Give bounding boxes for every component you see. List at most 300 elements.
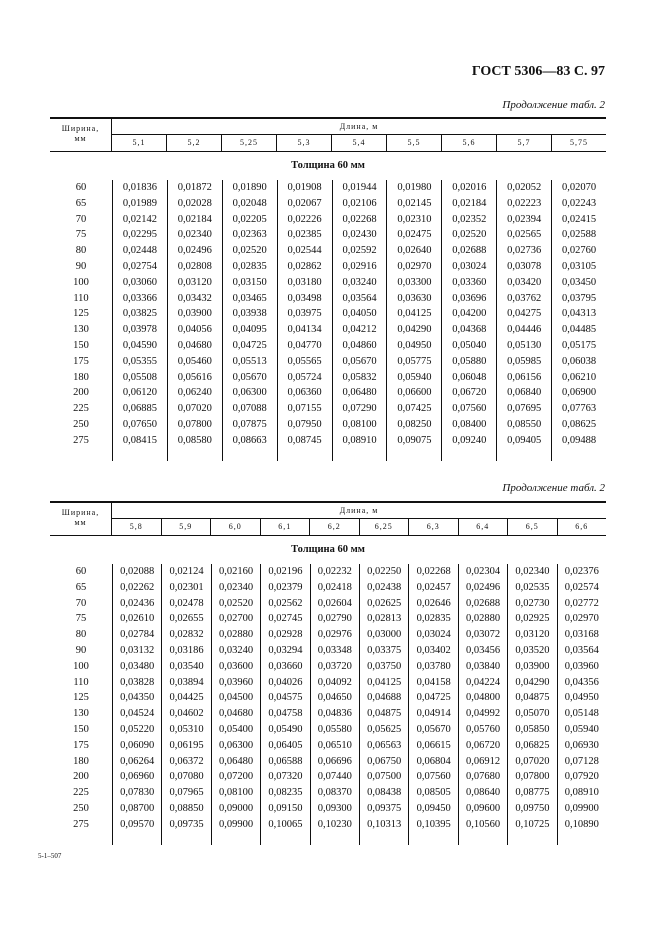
value-cell: 0,09750 [515,802,550,814]
spacer [558,833,606,845]
value-cell: 0,03402 [416,644,451,656]
length-headers [112,519,606,535]
value-column [332,180,387,461]
value-cell: 0,05460 [177,355,212,367]
value-cell: 0,03540 [169,660,204,672]
value-cell: 0,04200 [452,308,487,320]
value-cell: 0,02088 [120,566,155,577]
width-cell: 180 [73,755,89,767]
value-cell: 0,03660 [268,660,303,672]
width-column-header [50,119,112,151]
value-cell: 0,02655 [169,613,204,625]
value-cell: 0,04290 [515,676,550,688]
value-cell: 0,06120 [122,387,157,399]
value-cell: 0,06195 [169,739,204,751]
value-cell: 0,08663 [232,434,267,446]
value-cell: 0,04950 [564,692,599,704]
value-cell: 0,04212 [342,324,377,336]
value-cell: 0,06300 [218,739,254,751]
spacer [333,449,387,461]
value-cell: 0,03180 [287,276,322,288]
value-cell: 0,02457 [416,581,451,593]
value-cell: 0,03186 [169,644,204,656]
value-column [211,564,260,845]
value-column [551,180,606,461]
value-cell: 0,02160 [218,566,254,577]
value-cell: 0,05355 [122,355,157,367]
value-cell: 0,06720 [452,387,487,399]
value-column [557,564,606,845]
value-cell: 0,02379 [268,581,303,593]
value-cell: 0,04688 [367,692,402,704]
value-cell: 0,10230 [317,818,352,830]
value-cell: 0,04680 [218,708,254,720]
value-cell: 0,10065 [268,818,303,830]
spacer [50,449,112,461]
width-cell: 75 [75,613,87,625]
width-column [50,180,113,461]
value-cell: 0,06720 [465,739,501,751]
spacer [409,833,457,845]
value-cell: 0,07155 [287,403,322,415]
value-cell: 0,06156 [507,371,542,383]
width-cell: 90 [75,644,87,656]
value-cell: 0,02562 [268,597,303,609]
value-cell: 0,07965 [169,787,204,799]
spacer [261,833,309,845]
width-cell: 60 [75,566,87,577]
value-cell: 0,07950 [287,418,322,430]
page-header: ГОСТ 5306—83 С. 97 [471,64,605,79]
value-cell: 0,02688 [465,597,501,609]
value-cell: 0,02223 [507,197,542,209]
value-cell: 0,05490 [268,723,303,735]
value-cell: 0,05940 [564,723,599,735]
value-cell: 0,03795 [562,292,597,304]
value-cell: 0,04290 [397,324,432,336]
width-cell: 110 [73,676,89,688]
value-cell: 0,03564 [564,644,599,656]
value-cell: 0,02646 [416,597,451,609]
table-continuation-label: Продолжение табл. 2 [502,482,605,494]
value-cell: 0,10313 [367,818,402,830]
value-cell: 0,02436 [120,597,155,609]
value-cell: 0,07020 [177,403,212,415]
value-cell: 0,01872 [177,182,212,193]
value-cell: 0,02184 [177,213,212,225]
value-cell: 0,04836 [317,708,352,720]
value-cell: 0,02385 [287,229,322,241]
value-cell: 0,03960 [564,660,599,672]
value-cell: 0,02784 [120,629,155,641]
value-cell: 0,02970 [397,260,432,272]
length-header: 6,4 [458,519,508,535]
value-cell: 0,08415 [122,434,157,446]
value-cell: 0,03072 [465,629,501,641]
value-cell: 0,05670 [416,723,451,735]
value-cell: 0,02145 [397,197,432,209]
value-cell: 0,08438 [367,787,402,799]
section-title: Толщина 60 мм [291,544,365,555]
value-cell: 0,02028 [177,197,212,209]
value-cell: 0,09240 [452,434,487,446]
value-cell: 0,06048 [452,371,487,383]
value-cell: 0,06900 [562,387,597,399]
value-cell: 0,08400 [452,418,487,430]
value-cell: 0,01890 [232,182,267,193]
width-cell: 225 [73,787,89,799]
weight-table-1 [50,117,606,461]
value-cell: 0,02232 [317,566,352,577]
value-cell: 0,02070 [562,182,597,193]
value-cell: 0,04770 [287,339,322,351]
value-cell: 0,01944 [342,182,377,193]
value-cell: 0,02925 [515,613,550,625]
value-cell: 0,02610 [120,613,155,625]
value-cell: 0,09488 [562,434,597,446]
value-cell: 0,04500 [218,692,254,704]
width-cell: 130 [73,324,89,336]
value-cell: 0,02268 [342,213,377,225]
value-cell: 0,09375 [367,802,402,814]
value-cell: 0,03938 [232,308,267,320]
value-cell: 0,04050 [342,308,377,320]
value-cell: 0,04914 [416,708,451,720]
value-cell: 0,02880 [218,629,254,641]
length-header: 6,1 [260,519,310,535]
value-cell: 0,02363 [232,229,267,241]
value-cell: 0,03780 [416,660,451,672]
value-cell: 0,04992 [465,708,501,720]
value-cell: 0,05310 [169,723,204,735]
value-column [113,564,161,845]
value-cell: 0,02496 [177,245,212,257]
value-column [386,180,441,461]
table-body [50,564,606,845]
length-header: 6,5 [507,519,557,535]
value-cell: 0,03828 [120,676,155,688]
value-cell: 0,04095 [232,324,267,336]
value-cell: 0,08625 [562,418,597,430]
length-header: 5,3 [276,135,331,151]
value-cell: 0,04602 [169,708,204,720]
value-cell: 0,03600 [218,660,254,672]
spacer [552,449,606,461]
value-cell: 0,07680 [465,771,501,783]
value-cell: 0,02340 [515,566,550,577]
value-cell: 0,05565 [287,355,322,367]
value-cell: 0,05625 [367,723,402,735]
weight-table-2 [50,501,606,845]
value-cell: 0,02790 [317,613,352,625]
length-header: 5,75 [551,135,606,151]
value-cell: 0,04758 [268,708,303,720]
value-cell: 0,06372 [169,755,204,767]
table-continuation-label: Продолжение табл. 2 [502,99,605,111]
value-cell: 0,06300 [232,387,267,399]
value-cell: 0,03900 [177,308,212,320]
value-cell: 0,05880 [452,355,487,367]
value-cell: 0,06804 [416,755,451,767]
value-cell: 0,07650 [122,418,157,430]
spacer [162,833,210,845]
value-column [408,564,457,845]
length-label: Длина, м [112,119,606,135]
value-cell: 0,03456 [465,644,501,656]
value-cell: 0,04725 [232,339,267,351]
value-cell: 0,02243 [562,197,597,209]
value-cell: 0,03132 [120,644,155,656]
length-header: 6,2 [309,519,359,535]
value-cell: 0,08850 [169,802,204,814]
value-cell: 0,02736 [507,245,542,257]
value-cell: 0,02301 [169,581,204,593]
value-cell: 0,04485 [562,324,597,336]
value-cell: 0,03078 [507,260,542,272]
value-cell: 0,09150 [268,802,303,814]
width-cell: 75 [75,229,87,241]
value-cell: 0,02520 [452,229,487,241]
length-header: 6,6 [557,519,607,535]
value-cell: 0,03375 [367,644,402,656]
value-cell: 0,07920 [564,771,599,783]
length-header: 5,8 [129,522,143,531]
value-cell: 0,08700 [120,802,155,814]
width-cell: 175 [73,739,89,751]
width-cell: 250 [73,418,89,430]
value-cell: 0,02835 [232,260,267,272]
value-cell: 0,03720 [317,660,352,672]
width-cell: 100 [73,660,89,672]
value-cell: 0,06240 [177,387,212,399]
value-cell: 0,05508 [122,371,157,383]
value-cell: 0,02592 [342,245,377,257]
value-cell: 0,02535 [515,581,550,593]
width-cell: 80 [75,245,87,257]
value-cell: 0,02808 [177,260,212,272]
value-cell: 0,02760 [562,245,597,257]
width-cell: 70 [75,597,87,609]
length-header: 5,6 [441,135,496,151]
spacer [278,449,332,461]
value-cell: 0,02604 [317,597,352,609]
length-header: 5,9 [161,519,211,535]
value-cell: 0,02928 [268,629,303,641]
value-cell: 0,05513 [232,355,267,367]
value-cell: 0,05616 [177,371,212,383]
width-cell: 250 [73,802,89,814]
value-cell: 0,02295 [122,229,157,241]
value-cell: 0,09300 [317,802,352,814]
width-cell: 110 [73,292,89,304]
width-cell: 180 [73,371,89,383]
length-header: 6,25 [359,519,409,535]
value-cell: 0,09405 [507,434,542,446]
value-cell: 0,02394 [507,213,542,225]
value-cell: 0,07560 [416,771,451,783]
value-cell: 0,02438 [367,581,402,593]
value-cell: 0,09075 [397,434,432,446]
value-cell: 0,03750 [367,660,402,672]
value-cell: 0,02048 [232,197,267,209]
value-cell: 0,09570 [120,818,155,830]
value-cell: 0,02262 [120,581,155,593]
value-cell: 0,02106 [342,197,377,209]
value-cell: 0,04350 [120,692,155,704]
value-cell: 0,02625 [367,597,402,609]
value-cell: 0,03000 [367,629,402,641]
value-cell: 0,07875 [232,418,267,430]
value-column [113,180,167,461]
value-cell: 0,04860 [342,339,377,351]
value-cell: 0,02970 [564,613,599,625]
value-cell: 0,07320 [268,771,303,783]
value-cell: 0,03060 [122,276,157,288]
value-cell: 0,05850 [515,723,550,735]
value-cell: 0,06510 [317,739,352,751]
value-cell: 0,06960 [120,771,155,783]
value-cell: 0,02418 [317,581,352,593]
value-cell: 0,05760 [465,723,501,735]
value-cell: 0,04275 [507,308,542,320]
value-cell: 0,03840 [465,660,501,672]
value-cell: 0,02496 [465,581,501,593]
value-cell: 0,03240 [342,276,377,288]
value-cell: 0,02250 [367,566,402,577]
value-cell: 0,03294 [268,644,303,656]
value-cell: 0,04800 [465,692,501,704]
value-cell: 0,06750 [367,755,402,767]
value-cell: 0,04026 [268,676,303,688]
value-cell: 0,02196 [268,566,303,577]
value-cell: 0,03520 [515,644,550,656]
value-column [167,180,222,461]
width-cell: 275 [73,818,89,830]
width-unit: мм [74,518,87,527]
value-cell: 0,06563 [367,739,402,751]
value-cell: 0,03105 [562,260,597,272]
value-cell: 0,07440 [317,771,352,783]
width-cell: 90 [75,260,87,272]
width-cell: 275 [73,434,89,446]
spacer [442,449,496,461]
width-unit: мм [74,134,87,143]
spacer [113,833,161,845]
spacer [168,449,222,461]
value-cell: 0,05580 [317,723,352,735]
value-cell: 0,02688 [452,245,487,257]
value-cell: 0,03120 [515,629,550,641]
width-label: Ширина, [61,124,100,133]
value-cell: 0,07200 [218,771,254,783]
value-cell: 0,02588 [562,229,597,241]
value-cell: 0,04158 [416,676,451,688]
value-cell: 0,02310 [397,213,432,225]
value-cell: 0,04680 [177,339,212,351]
spacer [113,449,167,461]
length-headers [112,135,606,151]
value-cell: 0,02475 [397,229,432,241]
value-cell: 0,04524 [120,708,155,720]
value-cell: 0,10725 [515,818,550,830]
value-cell: 0,04313 [562,308,597,320]
value-cell: 0,04650 [317,692,352,704]
value-cell: 0,06480 [218,755,254,767]
value-cell: 0,10890 [564,818,599,830]
value-cell: 0,02448 [122,245,157,257]
value-cell: 0,05400 [218,723,254,735]
value-cell: 0,01980 [397,182,432,193]
value-cell: 0,05130 [507,339,542,351]
value-cell: 0,04875 [367,708,402,720]
value-cell: 0,02565 [507,229,542,241]
length-header: 5,7 [496,135,551,151]
page-footer-code: 5-1–507 [38,852,62,860]
width-column-header [50,503,112,535]
value-cell: 0,03762 [507,292,542,304]
spacer [387,449,441,461]
width-cell: 130 [73,708,89,720]
value-cell: 0,02700 [218,613,254,625]
value-cell: 0,03420 [507,276,542,288]
value-columns [113,180,606,461]
spacer [223,449,277,461]
spacer [212,833,260,845]
value-cell: 0,06210 [562,371,597,383]
width-cell: 200 [73,771,89,783]
value-cell: 0,03024 [452,260,487,272]
value-cell: 0,05148 [564,708,599,720]
value-cell: 0,03630 [397,292,432,304]
length-header: 5,4 [331,135,386,151]
value-cell: 0,06615 [416,739,451,751]
value-cell: 0,03366 [122,292,157,304]
length-header: 5,2 [166,135,221,151]
value-cell: 0,05670 [342,355,377,367]
value-cell: 0,09900 [564,802,599,814]
value-cell: 0,02730 [515,597,550,609]
value-cell: 0,02544 [287,245,322,257]
value-cell: 0,03150 [232,276,267,288]
value-cell: 0,05670 [232,371,267,383]
value-cell: 0,02754 [122,260,157,272]
value-cell: 0,03300 [397,276,432,288]
value-cell: 0,05940 [397,371,432,383]
length-label: Длина, м [112,503,606,519]
value-cell: 0,07020 [515,755,550,767]
length-header: 6,0 [210,519,260,535]
value-cell: 0,04725 [416,692,451,704]
width-cell: 70 [75,213,87,225]
value-cell: 0,06930 [564,739,599,751]
value-cell: 0,04368 [452,324,487,336]
value-cell: 0,02067 [287,197,322,209]
value-cell: 0,02832 [169,629,204,641]
value-cell: 0,08580 [177,434,212,446]
value-cell: 0,06696 [317,755,352,767]
value-cell: 0,02640 [397,245,432,257]
value-cell: 0,03360 [452,276,487,288]
length-header: 5,5 [386,135,441,151]
value-cell: 0,10395 [416,818,451,830]
value-cell: 0,08100 [342,418,377,430]
value-cell: 0,06480 [342,387,377,399]
value-cell: 0,09900 [218,818,254,830]
width-cell: 65 [75,197,87,209]
spacer [459,833,507,845]
value-cell: 0,07500 [367,771,402,783]
value-cell: 0,03348 [317,644,352,656]
